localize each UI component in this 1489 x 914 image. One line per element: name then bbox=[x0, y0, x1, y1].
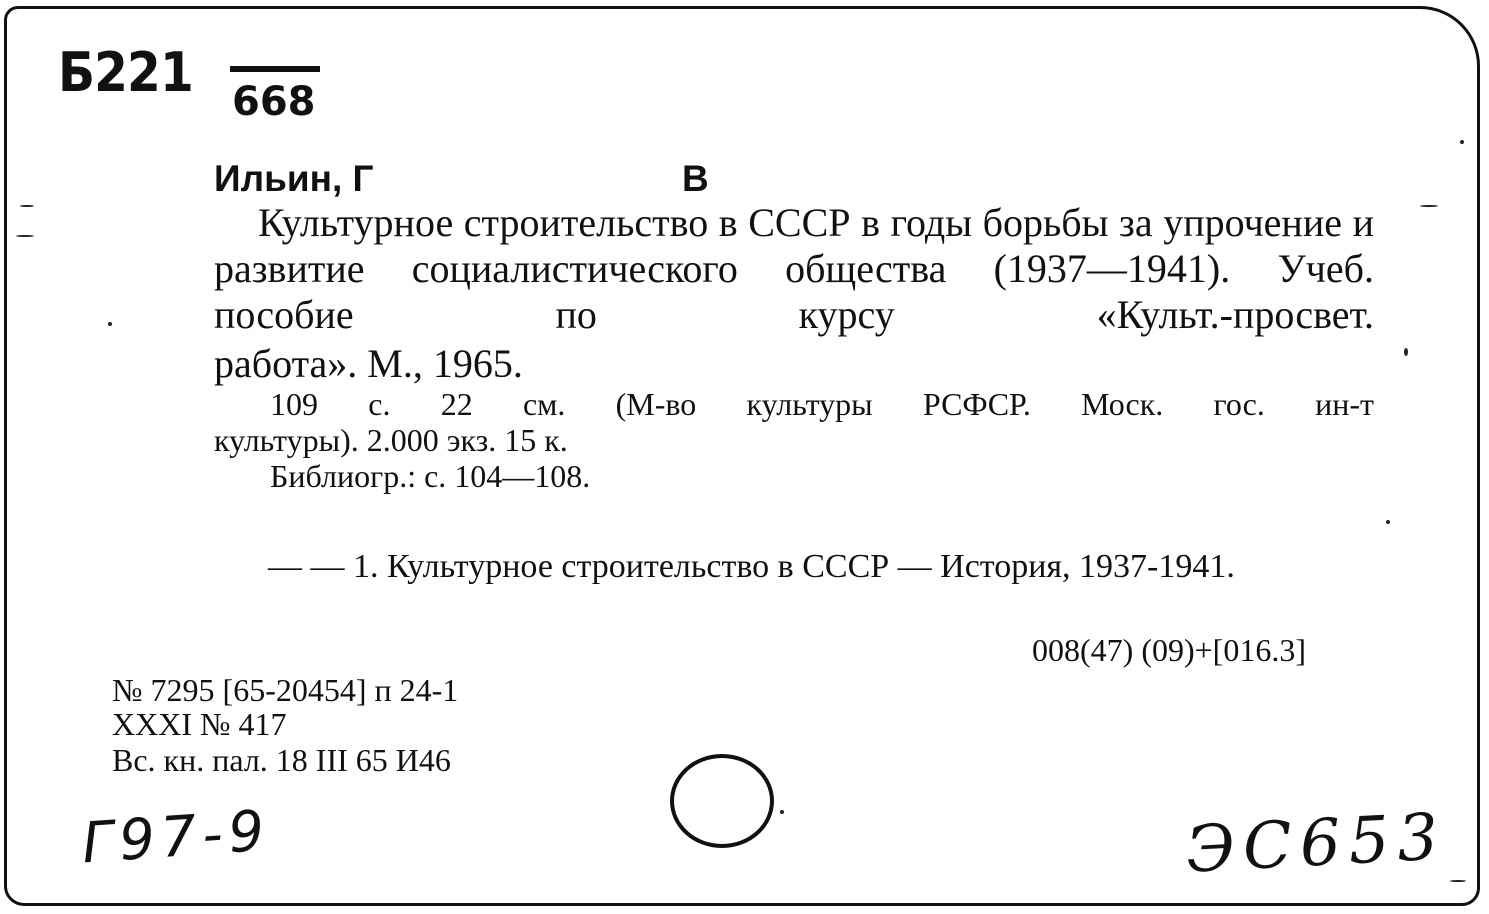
call-number-sub: 668 bbox=[232, 79, 316, 125]
subject-heading: — — 1. Культурное строительство в СССР — История, 1937-1941. bbox=[268, 548, 1235, 585]
stamp-circle bbox=[670, 754, 774, 848]
call-number-main: Б221 bbox=[58, 41, 193, 104]
scan-speck bbox=[20, 205, 34, 207]
handwritten-shelfmark-right: ЭС653 bbox=[1184, 800, 1448, 888]
call-number-divider bbox=[230, 66, 320, 72]
scan-speck bbox=[16, 235, 34, 237]
handwritten-shelfmark-left: Г97-9 bbox=[79, 798, 273, 877]
scan-speck bbox=[1404, 348, 1408, 356]
scan-speck bbox=[1386, 520, 1390, 524]
author-name: Ильин, Г bbox=[214, 158, 374, 199]
bibliography-note: Библиогр.: с. 104—108. bbox=[270, 458, 591, 494]
record-series-line: XXXI № 417 bbox=[112, 706, 287, 742]
book-title: Культурное строительство в СССР в годы борьбы за упрочение и развитие социалистического общества (1937—1941). Учеб. пособие по курсу «Культ.-просвет. bbox=[214, 200, 1374, 337]
scan-speck bbox=[1460, 140, 1464, 144]
author-initial: В bbox=[682, 158, 709, 199]
collation-line-1: 109 с. 22 см. (М-во культуры РСФСР. Моск. гос. ин-т bbox=[270, 386, 1374, 422]
book-title-imprint: работа». М., 1965. bbox=[214, 341, 523, 386]
scan-speck bbox=[1450, 880, 1466, 882]
scan-speck bbox=[108, 322, 112, 326]
classification-code: 008(47) (09)+[016.3] bbox=[1032, 632, 1306, 668]
record-number-line: № 7295 [65-20454] п 24-1 bbox=[112, 672, 459, 708]
collation-line-2: культуры). 2.000 экз. 15 к. bbox=[214, 422, 568, 458]
scan-speck bbox=[780, 810, 784, 814]
scan-speck bbox=[1420, 205, 1438, 207]
record-registry-line: Вс. кн. пал. 18 III 65 И46 bbox=[112, 742, 451, 778]
